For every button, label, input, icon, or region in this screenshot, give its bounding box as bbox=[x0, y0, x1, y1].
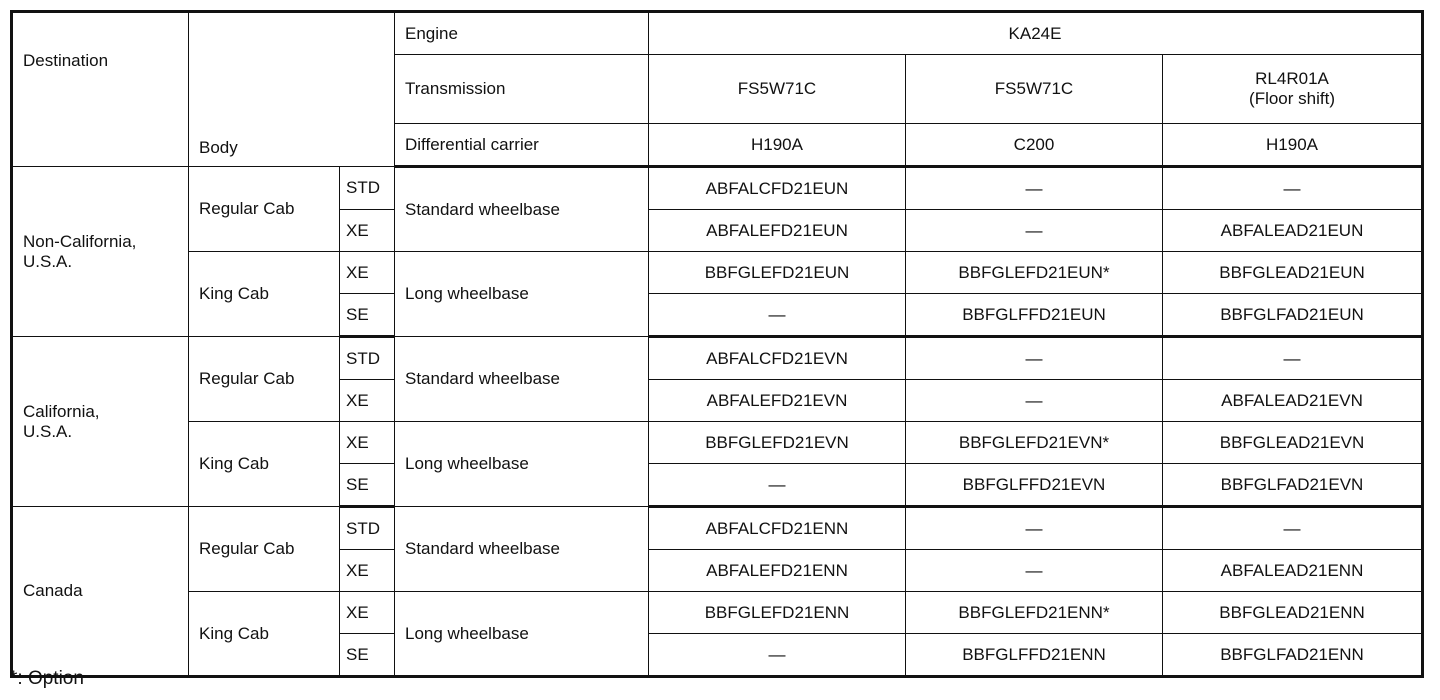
table-row bbox=[12, 422, 1423, 464]
model-code-cell: BBFGLFFD21ENN bbox=[906, 634, 1163, 677]
model-code-cell: BBFGLEFD21EUN bbox=[649, 252, 906, 294]
wheelbase-cell: Standard wheelbase bbox=[395, 507, 649, 592]
trim-cell: XE bbox=[340, 422, 395, 464]
trim-cell: XE bbox=[340, 252, 395, 294]
model-code-cell: — bbox=[906, 550, 1163, 592]
model-code-cell: ABFALCFD21ENN bbox=[649, 507, 906, 550]
model-code-cell: BBFGLFAD21EVN bbox=[1163, 464, 1423, 507]
destination-cell: Non-California, U.S.A. bbox=[12, 167, 189, 337]
table-row bbox=[12, 592, 1423, 634]
trim-cell: XE bbox=[340, 550, 395, 592]
differential-col-1: H190A bbox=[649, 124, 906, 167]
model-code-cell: BBFGLFFD21EUN bbox=[906, 294, 1163, 337]
trim-cell: XE bbox=[340, 592, 395, 634]
transmission-label: Transmission bbox=[395, 55, 649, 124]
body-type-cell: Regular Cab bbox=[189, 337, 340, 422]
model-code-cell: — bbox=[649, 464, 906, 507]
wheelbase-cell: Long wheelbase bbox=[395, 422, 649, 507]
trim-cell: STD bbox=[340, 337, 395, 380]
model-code-cell: ABFALEAD21ENN bbox=[1163, 550, 1423, 592]
destination-cell: Canada bbox=[12, 507, 189, 677]
transmission-col-2: FS5W71C bbox=[906, 55, 1163, 124]
model-code-cell: BBFGLEFD21ENN bbox=[649, 592, 906, 634]
table-row bbox=[12, 252, 1423, 294]
body-type-cell: Regular Cab bbox=[189, 167, 340, 252]
footnote: *: Option bbox=[10, 668, 84, 689]
engine-label: Engine bbox=[395, 12, 649, 55]
model-code-cell: BBFGLEAD21EUN bbox=[1163, 252, 1423, 294]
wheelbase-cell: Standard wheelbase bbox=[395, 337, 649, 422]
header-row-engine bbox=[12, 12, 1423, 55]
trim-cell: SE bbox=[340, 464, 395, 507]
differential-col-2: C200 bbox=[906, 124, 1163, 167]
body-type-cell: Regular Cab bbox=[189, 507, 340, 592]
body-type-cell: King Cab bbox=[189, 592, 340, 677]
model-code-cell: ABFALEFD21ENN bbox=[649, 550, 906, 592]
model-code-cell: BBFGLEFD21EVN* bbox=[906, 422, 1163, 464]
model-code-cell: BBFGLFFD21EVN bbox=[906, 464, 1163, 507]
model-code-cell: ABFALEAD21EUN bbox=[1163, 210, 1423, 252]
trim-cell: SE bbox=[340, 294, 395, 337]
transmission-col-1: FS5W71C bbox=[649, 55, 906, 124]
model-code-cell: — bbox=[906, 210, 1163, 252]
table-row bbox=[12, 167, 1423, 210]
model-code-cell: BBFGLEFD21EUN* bbox=[906, 252, 1163, 294]
model-code-cell: — bbox=[1163, 167, 1423, 210]
table-row bbox=[12, 507, 1423, 550]
model-code-cell: — bbox=[906, 380, 1163, 422]
transmission-col-3: RL4R01A (Floor shift) bbox=[1163, 55, 1423, 124]
model-code-cell: — bbox=[1163, 507, 1423, 550]
table-row bbox=[12, 337, 1423, 380]
model-code-cell: BBFGLEFD21ENN* bbox=[906, 592, 1163, 634]
differential-col-3: H190A bbox=[1163, 124, 1423, 167]
body-type-cell: King Cab bbox=[189, 422, 340, 507]
trim-cell: XE bbox=[340, 380, 395, 422]
trim-cell: STD bbox=[340, 167, 395, 210]
trim-cell: XE bbox=[340, 210, 395, 252]
destination-header: Destination bbox=[12, 12, 189, 167]
model-code-cell: BBFGLFAD21EUN bbox=[1163, 294, 1423, 337]
wheelbase-cell: Standard wheelbase bbox=[395, 167, 649, 252]
body-type-cell: King Cab bbox=[189, 252, 340, 337]
model-code-cell: — bbox=[906, 507, 1163, 550]
model-code-cell: ABFALCFD21EUN bbox=[649, 167, 906, 210]
engine-value: KA24E bbox=[649, 12, 1423, 55]
model-code-table bbox=[10, 10, 1424, 678]
body-header: Body bbox=[189, 12, 395, 167]
model-code-cell: — bbox=[649, 294, 906, 337]
destination-cell: California, U.S.A. bbox=[12, 337, 189, 507]
model-code-cell: ABFALEFD21EVN bbox=[649, 380, 906, 422]
model-code-cell: BBFGLFAD21ENN bbox=[1163, 634, 1423, 677]
model-code-cell: — bbox=[906, 337, 1163, 380]
trim-cell: SE bbox=[340, 634, 395, 677]
model-code-cell: BBFGLEAD21ENN bbox=[1163, 592, 1423, 634]
wheelbase-cell: Long wheelbase bbox=[395, 252, 649, 337]
trim-cell: STD bbox=[340, 507, 395, 550]
differential-label: Differential carrier bbox=[395, 124, 649, 167]
model-code-cell: BBFGLEFD21EVN bbox=[649, 422, 906, 464]
wheelbase-cell: Long wheelbase bbox=[395, 592, 649, 677]
model-code-cell: ABFALCFD21EVN bbox=[649, 337, 906, 380]
model-code-cell: — bbox=[649, 634, 906, 677]
model-code-cell: — bbox=[906, 167, 1163, 210]
model-code-cell: BBFGLEAD21EVN bbox=[1163, 422, 1423, 464]
model-code-cell: — bbox=[1163, 337, 1423, 380]
model-code-cell: ABFALEAD21EVN bbox=[1163, 380, 1423, 422]
model-code-cell: ABFALEFD21EUN bbox=[649, 210, 906, 252]
